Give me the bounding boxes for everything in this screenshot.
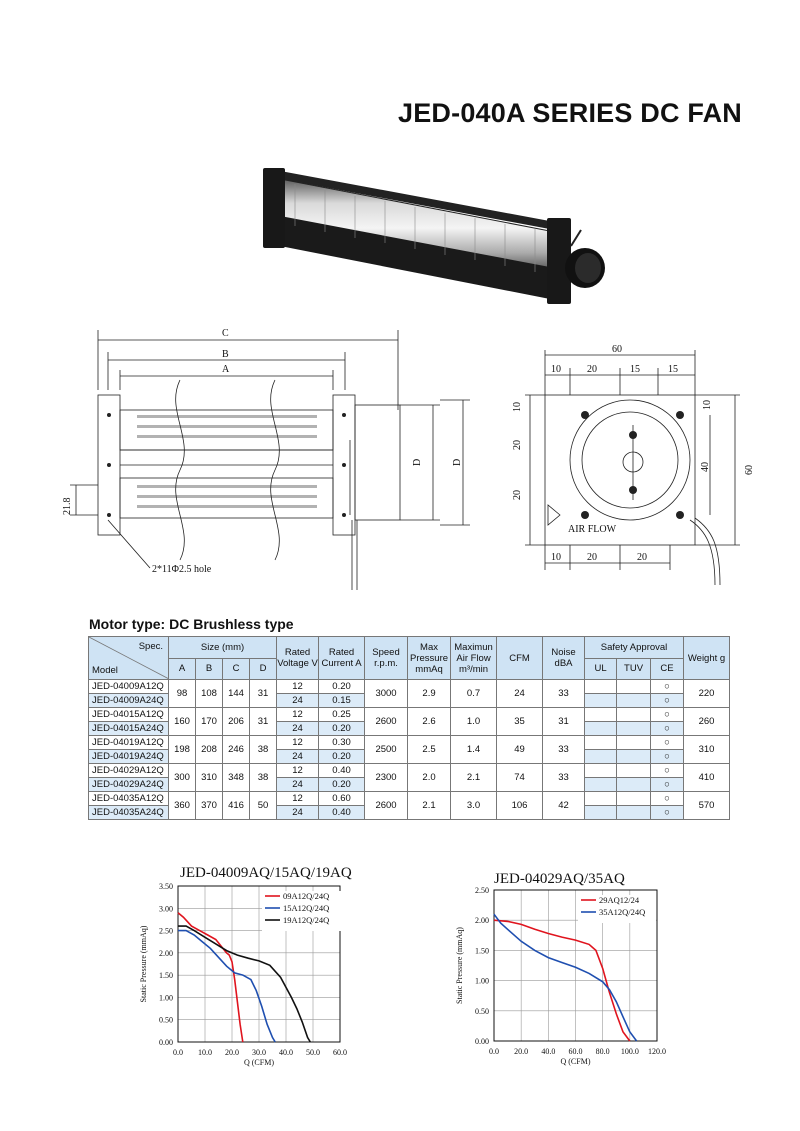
tuv-header: TUV (617, 658, 651, 680)
size-a-cell: 160 (169, 708, 196, 736)
noise-header: Noise dBA (543, 637, 585, 680)
size-b-cell: 310 (196, 764, 223, 792)
speed-cell: 3000 (365, 680, 408, 708)
y-tick-label: 2.50 (475, 886, 489, 895)
pressure-cell: 2.9 (408, 680, 451, 708)
size-c-cell: 416 (223, 792, 250, 820)
x-tick-label: 20.0 (225, 1048, 239, 1057)
y-tick-label: 1.50 (159, 971, 173, 981)
current-cell: 0.30 (319, 736, 365, 750)
model-header: Model (92, 665, 118, 676)
size-b-cell: 208 (196, 736, 223, 764)
cfm-cell: 74 (497, 764, 543, 792)
table-row (89, 736, 730, 750)
size-b-cell: 108 (196, 680, 223, 708)
x-axis-label: Q (CFM) (560, 1057, 591, 1066)
cfm-cell: 24 (497, 680, 543, 708)
tuv-cell (617, 708, 651, 722)
y-tick-label: 3.50 (159, 882, 173, 891)
current-cell: 0.25 (319, 708, 365, 722)
voltage-cell: 12 (277, 764, 319, 778)
tuv-cell (617, 764, 651, 778)
x-tick-label: 20.0 (514, 1047, 529, 1056)
x-tick-label: 0.0 (489, 1047, 499, 1056)
voltage-cell: 12 (277, 680, 319, 694)
chart-title: JED-04009AQ/15AQ/19AQ (180, 865, 352, 881)
size-c-cell: 144 (223, 680, 250, 708)
pressure-cell: 2.0 (408, 764, 451, 792)
legend-label: 19A12Q/24Q (283, 915, 330, 925)
ul-cell (585, 694, 617, 708)
dim-15-top-b-label: 15 (668, 364, 678, 375)
pressure-cell: 2.6 (408, 708, 451, 736)
cfm-header: CFM (497, 637, 543, 680)
pressure-cell: 2.1 (408, 792, 451, 820)
tuv-cell (617, 806, 651, 820)
rated-current-header: Rated Current A (319, 637, 365, 680)
voltage-cell: 24 (277, 722, 319, 736)
weight-cell: 220 (684, 680, 730, 708)
legend-label: 29AQ12/24 (599, 895, 640, 905)
y-tick-label: 1.00 (159, 993, 173, 1003)
voltage-cell: 12 (277, 708, 319, 722)
dim-10-left-label: 10 (512, 402, 523, 412)
ul-header: UL (585, 658, 617, 680)
size-b-cell: 170 (196, 708, 223, 736)
ce-cell: ○ (651, 792, 684, 806)
model-cell: JED-04035A12Q (89, 792, 169, 806)
ul-cell (585, 736, 617, 750)
model-cell: JED-04015A24Q (89, 722, 169, 736)
max-pressure-header: Max Pressure mmAq (408, 637, 451, 680)
max-airflow-header: Maximun Air Flow m³/min (451, 637, 497, 680)
ce-cell: ○ (651, 694, 684, 708)
model-cell: JED-04015A12Q (89, 708, 169, 722)
y-tick-label: 1.50 (475, 946, 489, 956)
size-d-cell: 38 (250, 764, 277, 792)
fan-photo (255, 160, 610, 320)
spec-header: Spec. (138, 641, 163, 652)
y-tick-label: 0.00 (475, 1037, 489, 1046)
ul-cell (585, 806, 617, 820)
dim-15-top-a-label: 15 (630, 364, 640, 375)
a-header: A (169, 658, 196, 680)
dim-60-side-label: 60 (744, 465, 755, 475)
x-tick-label: 60.0 (568, 1047, 583, 1056)
weight-cell: 570 (684, 792, 730, 820)
dim-c-label: C (222, 328, 229, 339)
y-tick-label: 2.00 (475, 916, 489, 926)
ce-cell: ○ (651, 750, 684, 764)
ce-cell: ○ (651, 764, 684, 778)
speed-cell: 2500 (365, 736, 408, 764)
legend-label: 09A12Q/24Q (283, 891, 330, 901)
x-tick-label: 50.0 (306, 1048, 320, 1057)
x-tick-label: 60.0 (333, 1048, 347, 1057)
dim-20-left-a-label: 20 (512, 440, 523, 450)
size-c-cell: 348 (223, 764, 250, 792)
motor-type-heading: Motor type: DC Brushless type (89, 616, 294, 632)
dim-d-outer-label: D (452, 458, 463, 466)
airflow-cell: 3.0 (451, 792, 497, 820)
safety-header: Safety Approval (585, 637, 684, 659)
ce-cell: ○ (651, 806, 684, 820)
spec-model-header (89, 637, 169, 680)
y-tick-label: 1.00 (475, 976, 489, 986)
ce-cell: ○ (651, 722, 684, 736)
y-tick-label: 3.00 (159, 904, 173, 914)
y-axis-label: Static Pressure (mmAq) (455, 927, 464, 1004)
current-cell: 0.20 (319, 680, 365, 694)
current-cell: 0.40 (319, 806, 365, 820)
ce-cell: ○ (651, 708, 684, 722)
dim-10-right-label: 10 (702, 400, 713, 410)
tuv-cell (617, 792, 651, 806)
pressure-chart-1 (130, 855, 360, 1075)
current-cell: 0.20 (319, 750, 365, 764)
table-row (89, 708, 730, 722)
dim-b-label: B (222, 349, 229, 360)
x-tick-label: 80.0 (595, 1047, 610, 1056)
spec-table-body (89, 680, 730, 820)
ul-cell (585, 680, 617, 694)
airflow-cell: 1.0 (451, 708, 497, 736)
current-cell: 0.20 (319, 778, 365, 792)
tuv-cell (617, 736, 651, 750)
ce-cell: ○ (651, 736, 684, 750)
size-b-cell: 370 (196, 792, 223, 820)
voltage-cell: 12 (277, 792, 319, 806)
chart-title: JED-04029AQ/35AQ (494, 871, 625, 887)
legend-label: 35A12Q/24Q (599, 907, 646, 917)
size-d-cell: 31 (250, 680, 277, 708)
x-tick-label: 100.0 (620, 1047, 639, 1056)
dim-10-bottom-label: 10 (551, 552, 561, 563)
tuv-cell (617, 778, 651, 792)
dim-40-label: 40 (700, 462, 711, 472)
x-tick-label: 40.0 (279, 1048, 293, 1057)
size-a-cell: 198 (169, 736, 196, 764)
c-header: C (223, 658, 250, 680)
b-header: B (196, 658, 223, 680)
size-a-cell: 300 (169, 764, 196, 792)
speed-header: Speed r.p.m. (365, 637, 408, 680)
size-c-cell: 206 (223, 708, 250, 736)
ul-cell (585, 764, 617, 778)
voltage-cell: 12 (277, 736, 319, 750)
table-row (89, 680, 730, 694)
pressure-cell: 2.5 (408, 736, 451, 764)
size-a-cell: 360 (169, 792, 196, 820)
dim-a-label: A (222, 364, 230, 375)
ul-cell (585, 750, 617, 764)
x-tick-label: 40.0 (541, 1047, 556, 1056)
y-tick-label: 0.50 (475, 1006, 489, 1016)
y-tick-label: 0.00 (159, 1038, 173, 1047)
cfm-cell: 106 (497, 792, 543, 820)
voltage-cell: 24 (277, 750, 319, 764)
tuv-cell (617, 694, 651, 708)
dim-20-bottom-b-label: 20 (637, 552, 647, 563)
table-row (89, 764, 730, 778)
airflow-cell: 2.1 (451, 764, 497, 792)
x-tick-label: 30.0 (252, 1048, 266, 1057)
dim-20-top-label: 20 (587, 364, 597, 375)
pressure-chart-2 (450, 865, 690, 1080)
series-line-2 (494, 914, 637, 1041)
y-tick-label: 2.00 (159, 948, 173, 958)
rated-voltage-header: Rated Voltage V (277, 637, 319, 680)
dimension-drawing (0, 320, 800, 610)
air-flow-label: AIR FLOW (568, 524, 617, 535)
voltage-cell: 24 (277, 694, 319, 708)
noise-cell: 33 (543, 736, 585, 764)
model-cell: JED-04009A24Q (89, 694, 169, 708)
ul-cell (585, 778, 617, 792)
size-c-cell: 246 (223, 736, 250, 764)
cfm-cell: 35 (497, 708, 543, 736)
ce-cell: ○ (651, 778, 684, 792)
ce-header: CE (651, 658, 684, 680)
legend-label: 15A12Q/24Q (283, 903, 330, 913)
ul-cell (585, 792, 617, 806)
hole-note: 2*11Φ2.5 hole (152, 564, 212, 575)
model-cell: JED-04009A12Q (89, 680, 169, 694)
dim-218-label: 21.8 (62, 497, 73, 515)
dim-20-bottom-a-label: 20 (587, 552, 597, 563)
x-axis-label: Q (CFM) (243, 1058, 275, 1067)
model-cell: JED-04029A12Q (89, 764, 169, 778)
d-header: D (250, 658, 277, 680)
airflow-cell: 1.4 (451, 736, 497, 764)
tuv-cell (617, 722, 651, 736)
weight-cell: 410 (684, 764, 730, 792)
size-d-cell: 31 (250, 708, 277, 736)
y-tick-label: 2.50 (159, 926, 173, 936)
current-cell: 0.60 (319, 792, 365, 806)
model-cell: JED-04035A24Q (89, 806, 169, 820)
size-d-cell: 50 (250, 792, 277, 820)
x-tick-label: 0.0 (173, 1048, 183, 1057)
noise-cell: 33 (543, 764, 585, 792)
ce-cell: ○ (651, 680, 684, 694)
cfm-cell: 49 (497, 736, 543, 764)
airflow-cell: 0.7 (451, 680, 497, 708)
noise-cell: 33 (543, 680, 585, 708)
model-cell: JED-04019A12Q (89, 736, 169, 750)
tuv-cell (617, 680, 651, 694)
weight-cell: 260 (684, 708, 730, 736)
y-tick-label: 0.50 (159, 1015, 173, 1025)
series-line-2 (178, 931, 275, 1042)
spec-table (88, 636, 730, 820)
size-a-cell: 98 (169, 680, 196, 708)
y-axis-label: Static Pressure (mmAq) (139, 925, 148, 1003)
tuv-cell (617, 750, 651, 764)
dim-20-left-b-label: 20 (512, 490, 523, 500)
model-cell: JED-04019A24Q (89, 750, 169, 764)
table-row (89, 792, 730, 806)
weight-cell: 310 (684, 736, 730, 764)
size-header: Size (mm) (169, 637, 277, 659)
current-cell: 0.40 (319, 764, 365, 778)
noise-cell: 42 (543, 792, 585, 820)
dim-10-top-label: 10 (551, 364, 561, 375)
current-cell: 0.20 (319, 722, 365, 736)
weight-header: Weight g (684, 637, 730, 680)
speed-cell: 2300 (365, 764, 408, 792)
noise-cell: 31 (543, 708, 585, 736)
page-title: JED-040A SERIES DC FAN (398, 98, 742, 128)
voltage-cell: 24 (277, 806, 319, 820)
size-d-cell: 38 (250, 736, 277, 764)
current-cell: 0.15 (319, 694, 365, 708)
voltage-cell: 24 (277, 778, 319, 792)
model-cell: JED-04029A24Q (89, 778, 169, 792)
x-tick-label: 10.0 (198, 1048, 212, 1057)
x-tick-label: 120.0 (648, 1047, 666, 1056)
ul-cell (585, 722, 617, 736)
speed-cell: 2600 (365, 708, 408, 736)
dim-60-top-label: 60 (612, 344, 622, 355)
speed-cell: 2600 (365, 792, 408, 820)
ul-cell (585, 708, 617, 722)
series-line-3 (178, 926, 310, 1042)
dim-d-inner-label: D (412, 458, 423, 466)
